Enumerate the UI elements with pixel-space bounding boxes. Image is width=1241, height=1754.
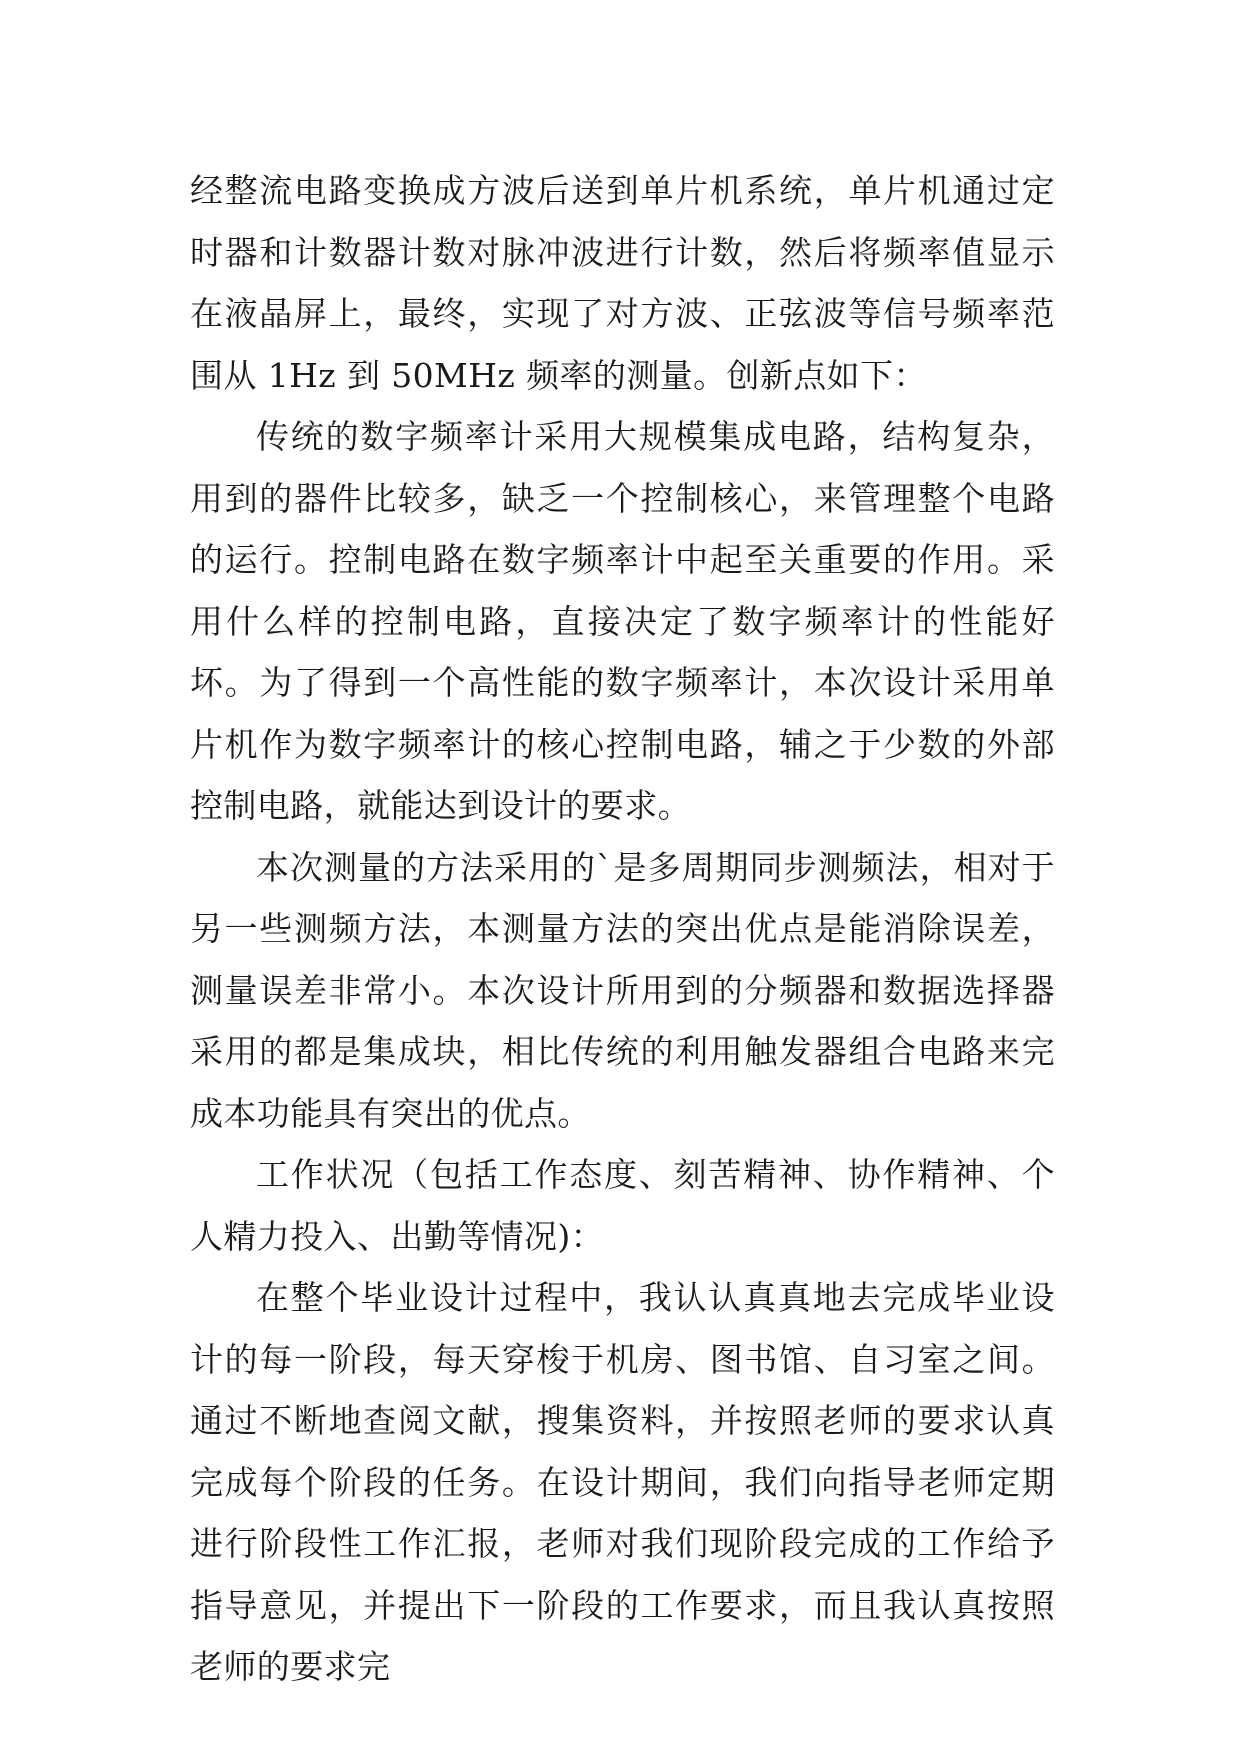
paragraph-4: 工作状况（包括工作态度、刻苦精神、协作精神、个人精力投入、出勤等情况)： xyxy=(190,1155,1055,1256)
document-body xyxy=(190,160,1055,1698)
paragraph-3: 本次测量的方法采用的`是多周期同步测频法，相对于另一些测频方法，本测量方法的突出优点是能消除误差，测量误差非常小。本次设计所用到的分频器和数据选择器采用的都是集成块，相比传统的利用触发器组合电路来完成本功能具有突出的优点。 xyxy=(190,847,1055,1133)
paragraph-2: 传统的数字频率计采用大规模集成电路，结构复杂，用到的器件比较多，缺乏一个控制核心，来管理整个电路的运行。控制电路在数字频率计中起至关重要的作用。采用什么样的控制电路，直接决定了数字频率计的性能好坏。为了得到一个高性能的数字频率计，本次设计采用单片机作为数字频率计的核心控制电路，辅之于少数的外部控制电路，就能达到设计的要求。 xyxy=(190,417,1055,825)
paragraph-5: 在整个毕业设计过程中，我认认真真地去完成毕业设计的每一阶段，每天穿梭于机房、图书馆、自习室之间。通过不断地查阅文献，搜集资料，并按照老师的要求认真完成每个阶段的任务。在设计期间，我们向指导老师定期进行阶段性工作汇报，老师对我们现阶段完成的工作给予指导意见，并提出下一阶段的工作要求，而且我认真按照老师的要求完 xyxy=(190,1278,1055,1686)
paragraph-1: 经整流电路变换成方波后送到单片机系统，单片机通过定时器和计数器计数对脉冲波进行计数，然后将频率值显示在液晶屏上，最终，实现了对方波、正弦波等信号频率范围从 1Hz 到 50MHz 频率的测量。创新点如下： xyxy=(190,171,1055,395)
